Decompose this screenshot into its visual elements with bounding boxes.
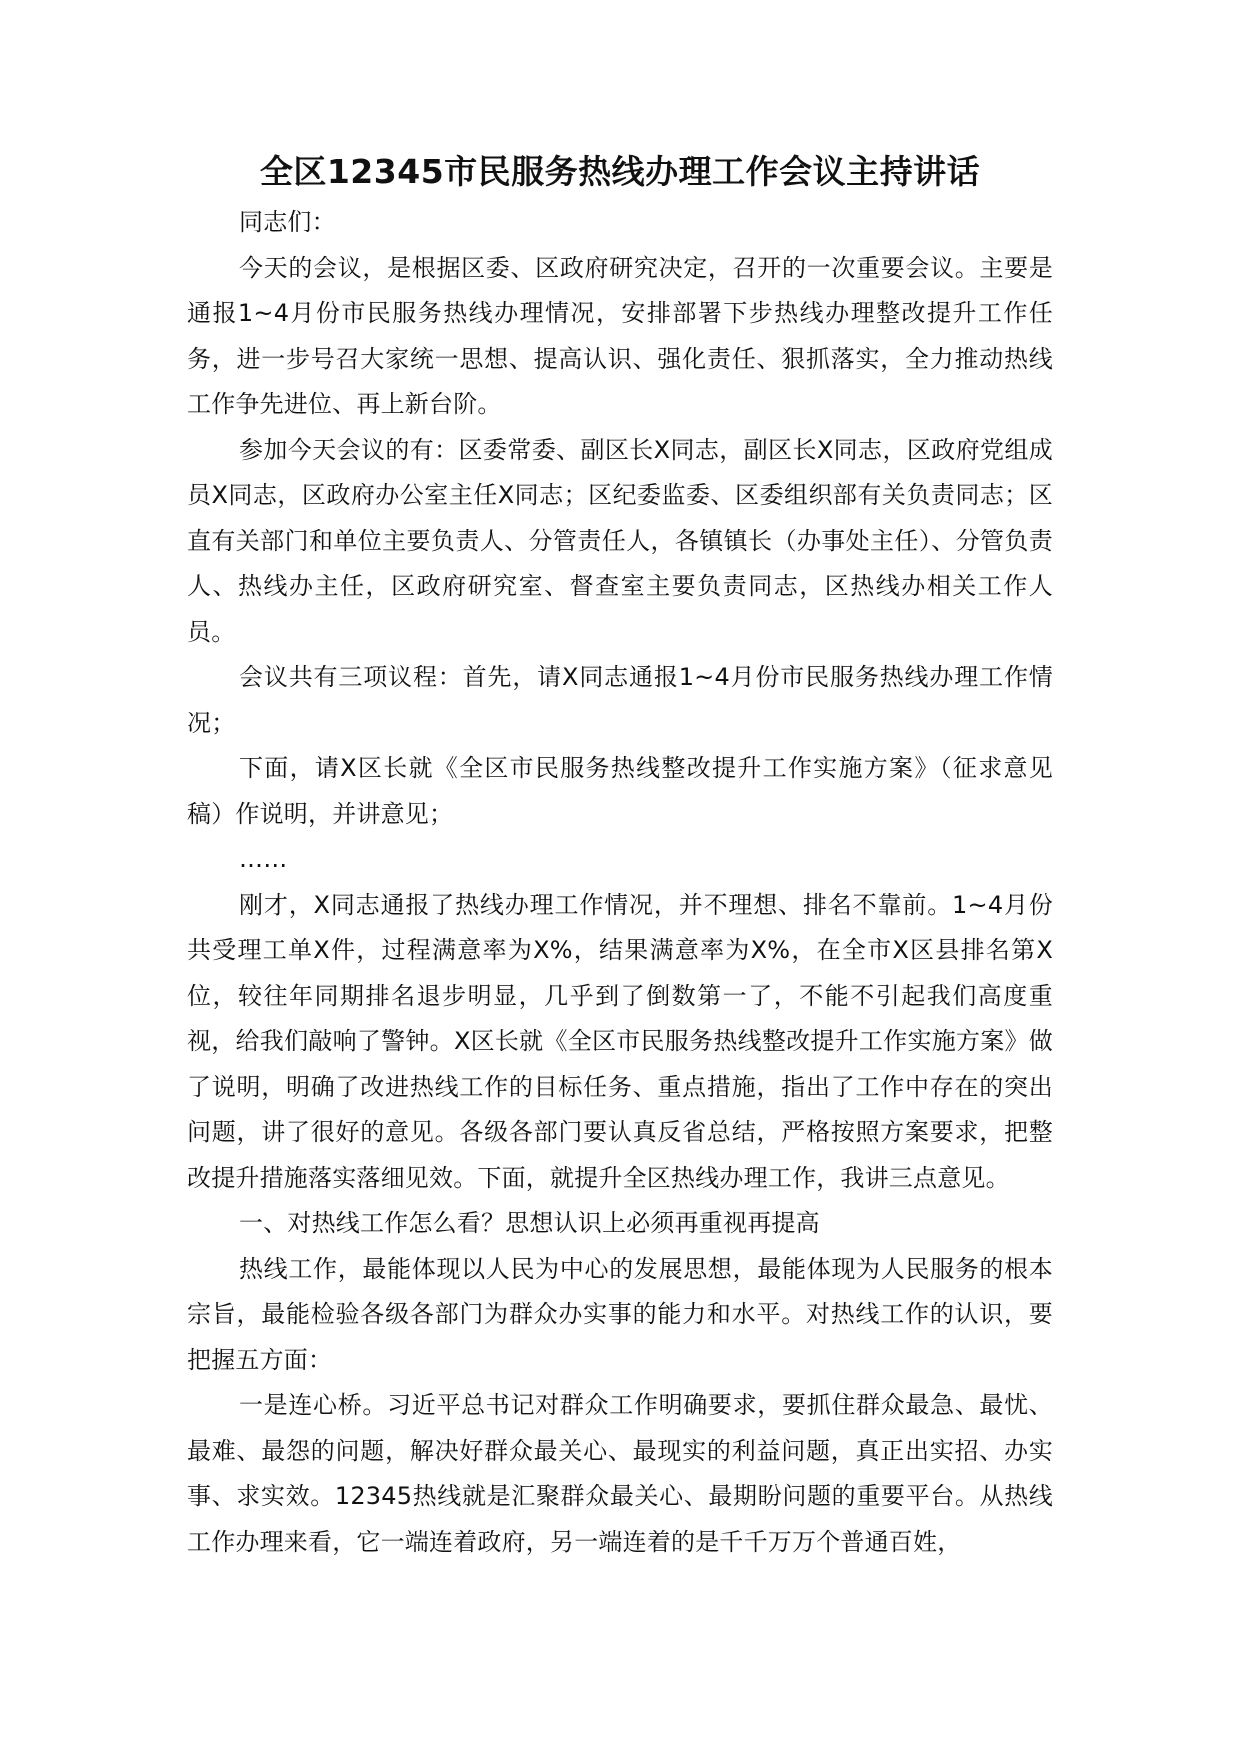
body-paragraph: 会议共有三项议程：首先，请X同志通报1~4月份市民服务热线办理工作情况； (187, 663, 1053, 737)
body-paragraph: 今天的会议，是根据区委、区政府研究决定，召开的一次重要会议。主要是通报1~4月份市民服务热线办理情况，安排部署下步热线办理整改提升工作任务，进一步号召大家统一思想、提高认识、强化责任、狠抓落实，全力推动热线工作争先进位、再上新台阶。 (187, 253, 1053, 418)
body-paragraph: 一是连心桥。习近平总书记对群众工作明确要求，要抓住群众最急、最忧、最难、最怨的问题，解决好群众最关心、最现实的利益问题，真正出实招、办实事、求实效。12345热线就是汇聚群众最关心、最期盼问题的重要平台。从热线工作办理来看，它一端连着政府，另一端连着的是千千万万个普通百姓， (187, 1391, 1053, 1556)
section-heading: 一、对热线工作怎么看？思想认识上必须再重视再提高 (239, 1209, 820, 1237)
body-paragraph: 刚才，X同志通报了热线办理工作情况，并不理想、排名不靠前。1~4月份共受理工单X件，过程满意率为X%，结果满意率为X%，在全市X区县排名第X位，较往年同期排名退步明显，几乎到了倒数第一了，不能不引起我们高度重视，给我们敲响了警钟。X区长就《全区市民服务热线整改提升工作实施方案》做了说明，明确了改进热线工作的目标任务、重点措施，指出了工作中存在的突出问题，讲了很好的意见。各级各部门要认真反省总结，严格按照方案要求，把整改提升措施落实落细见效。下面，就提升全区热线办理工作，我讲三点意见。 (187, 890, 1053, 1192)
salutation-paragraph: 同志们： (239, 208, 336, 236)
document-title: 全区12345市民服务热线办理工作会议主持讲话 (259, 152, 981, 191)
body-paragraph: 参加今天会议的有：区委常委、副区长X同志，副区长X同志，区政府党组成员X同志，区政府办公室主任X同志；区纪委监委、区委组织部有关负责同志；区直有关部门和单位主要负责人、分管责任人，各镇镇长（办事处主任）、分管负责人、热线办主任，区政府研究室、督查室主要负责同志，区热线办相关工作人员。 (187, 435, 1053, 646)
body-paragraph: 热线工作，最能体现以人民为中心的发展思想，最能体现为人民服务的根本宗旨，最能检验各级各部门为群众办实事的能力和水平。对热线工作的认识，要把握五方面： (187, 1254, 1053, 1374)
body-paragraph: 下面，请X区长就《全区市民服务热线整改提升工作实施方案》（征求意见稿）作说明，并讲意见； (187, 754, 1053, 828)
document-body (187, 200, 1053, 1565)
ellipsis-paragraph: …… (239, 845, 288, 873)
